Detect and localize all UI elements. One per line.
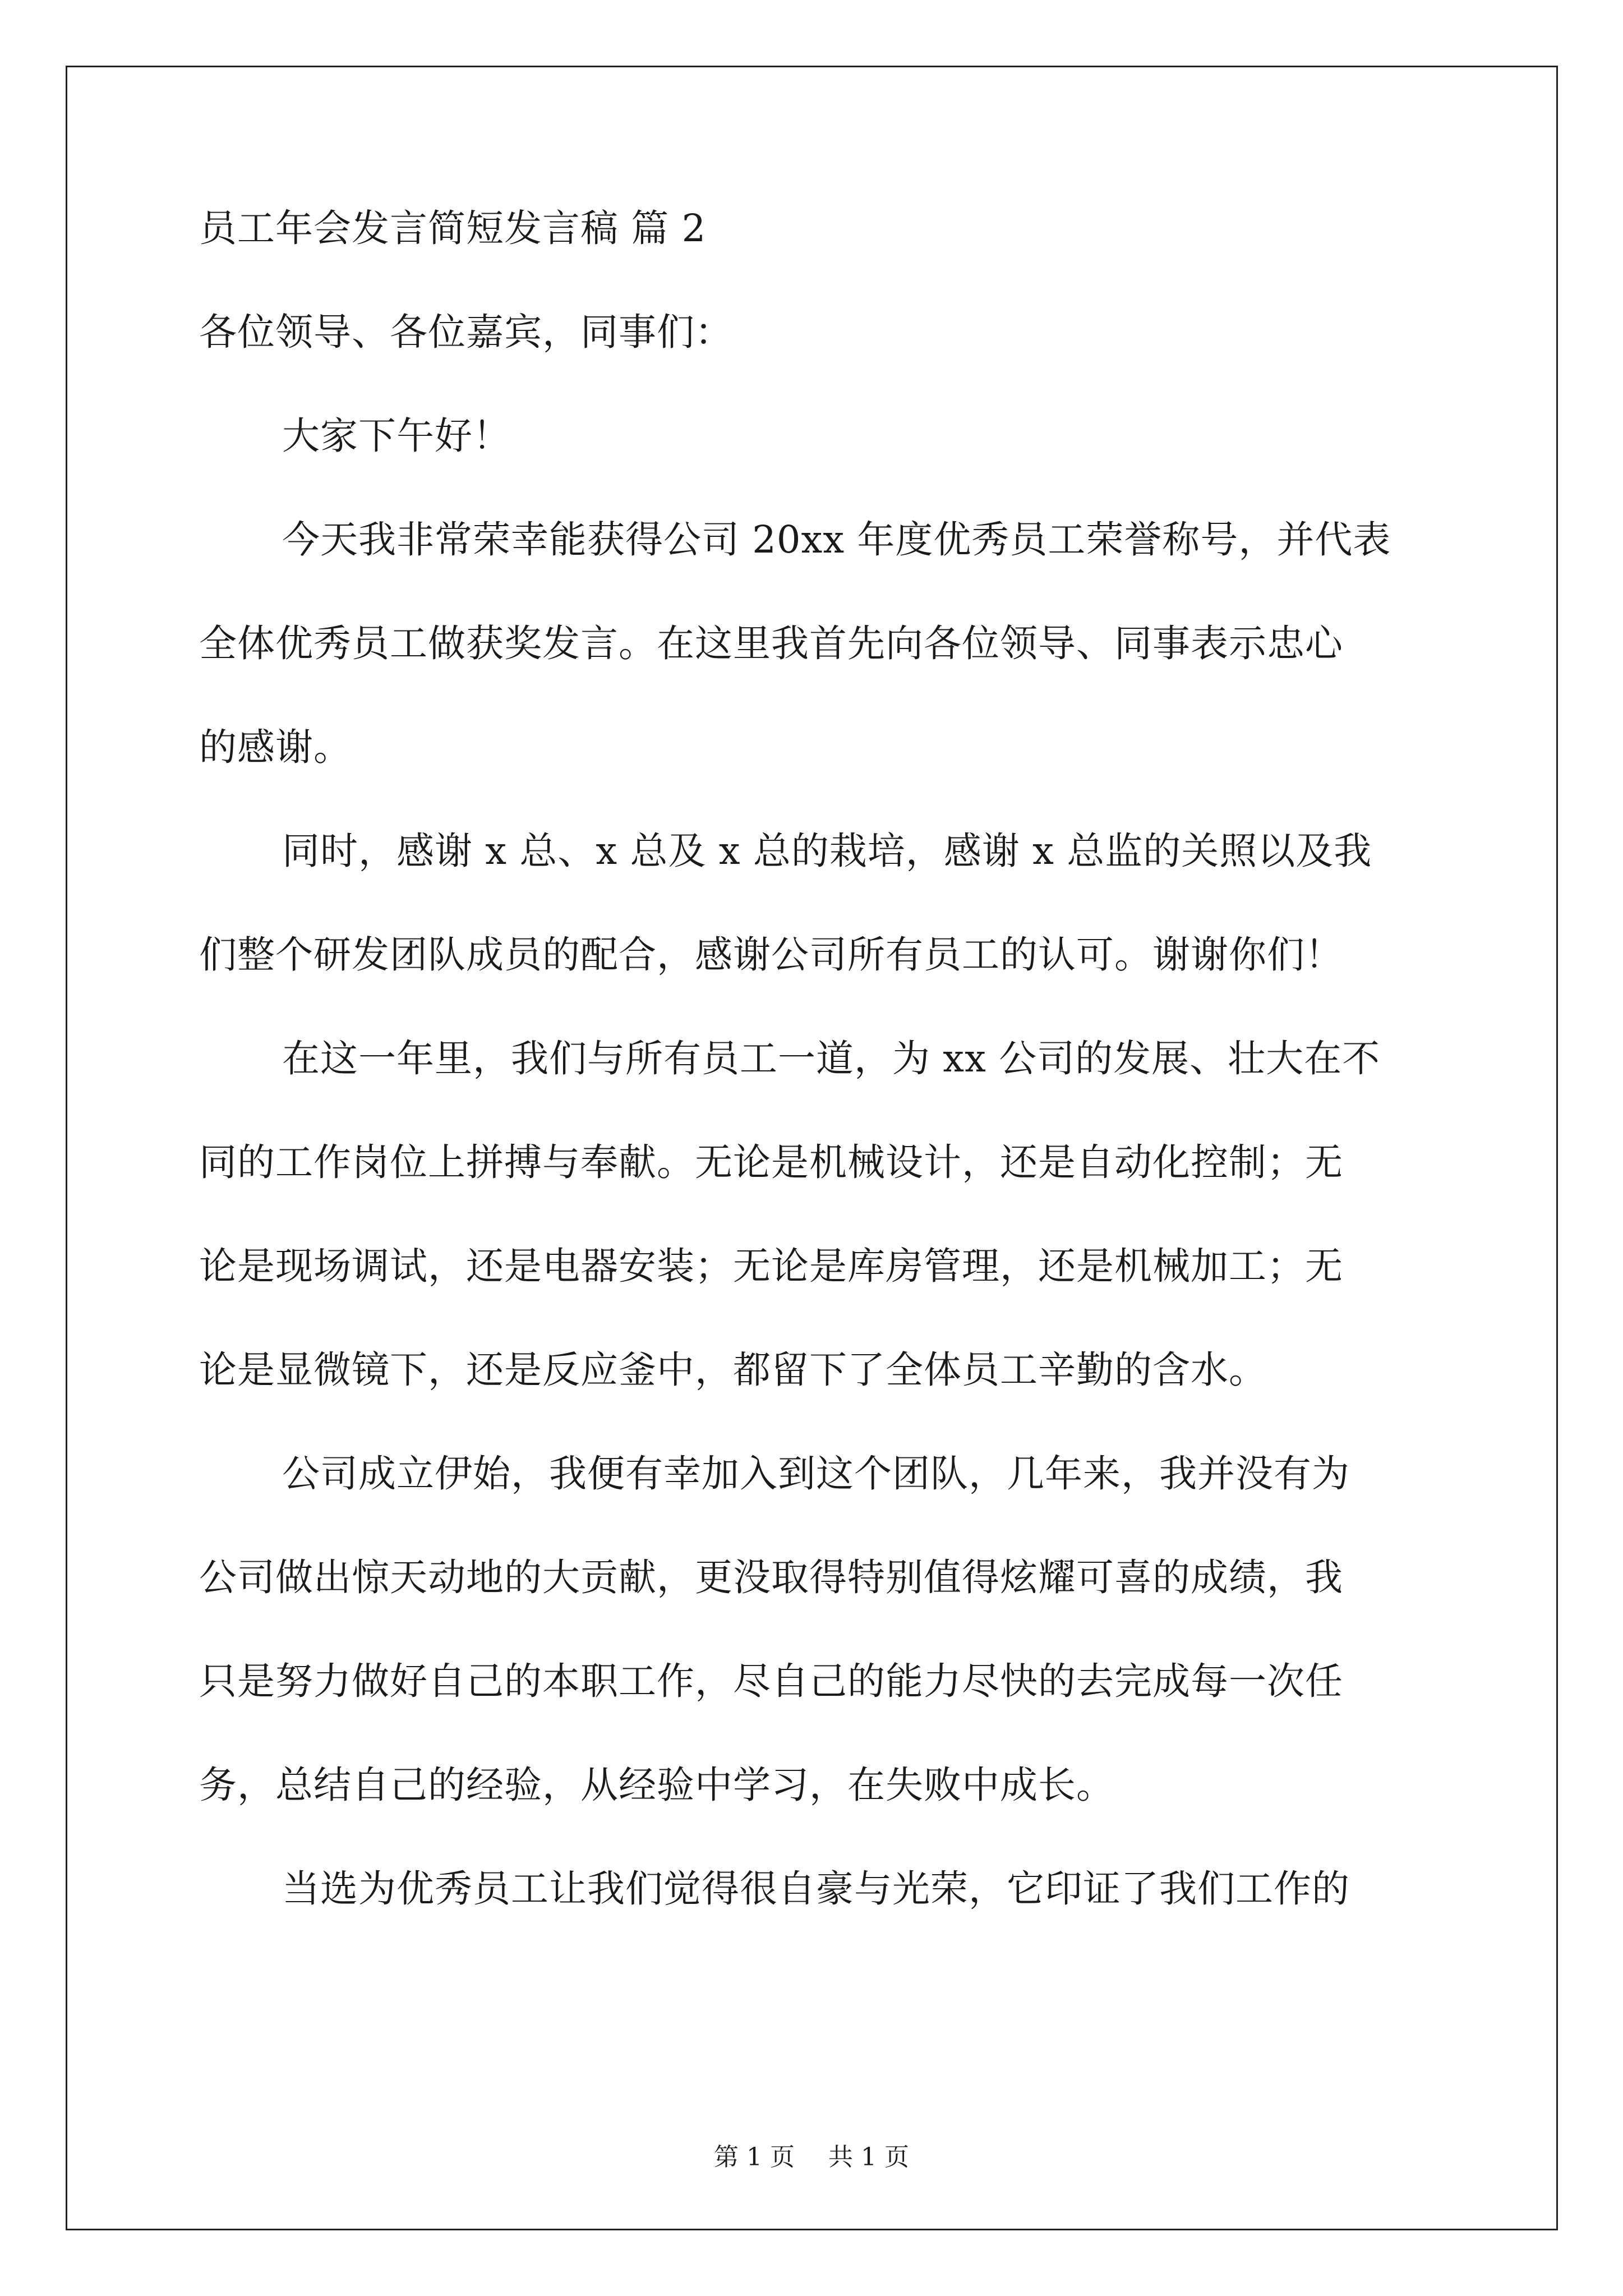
document-title: 员工年会发言简短发言稿 篇 2: [199, 206, 707, 250]
paragraph-line: 论是显微镜下，还是反应釜中，都留下了全体员工辛勤的含水。: [199, 1348, 1267, 1392]
page-number: 第 1 页: [714, 2143, 795, 2171]
document-body: [199, 202, 1430, 1915]
paragraph-line: 论是现场调试，还是电器安装；无论是库房管理，还是机械加工；无: [199, 1244, 1343, 1288]
paragraph-line: 今天我非常荣幸能获得公司 20xx 年度优秀员工荣誉称号，并代表: [282, 518, 1391, 562]
paragraph-1: [199, 513, 1430, 774]
paragraph-line: 们整个研发团队成员的配合，感谢公司所有员工的认可。谢谢你们！: [199, 933, 1343, 977]
paragraph-line: 同时，感谢 x 总、x 总及 x 总的栽培，感谢 x 总监的关照以及我: [282, 829, 1372, 873]
salutation: 各位领导、各位嘉宾，同事们：: [199, 310, 733, 354]
paragraph-line: 同的工作岗位上拼搏与奉献。无论是机械设计，还是自动化控制；无: [199, 1140, 1343, 1184]
page-footer: [0, 2143, 1623, 2172]
paragraph-line: 在这一年里，我们与所有员工一道，为 xx 公司的发展、壮大在不: [282, 1037, 1381, 1080]
paragraph-line: 公司成立伊始，我便有幸加入到这个团队，几年来，我并没有为: [282, 1452, 1350, 1496]
paragraph-line: 当选为优秀员工让我们觉得很自豪与光荣，它印证了我们工作的: [282, 1867, 1350, 1911]
paragraph-2: [199, 825, 1430, 981]
paragraph-line: 务，总结自己的经验，从经验中学习，在失败中成长。: [199, 1763, 1114, 1807]
page-total: 共 1 页: [828, 2143, 909, 2171]
paragraph-3: [199, 1032, 1430, 1396]
paragraph-line: 公司做出惊天动地的大贡献，更没取得特别值得炫耀可喜的成绩，我: [199, 1556, 1343, 1599]
paragraph-line: 的感谢。: [199, 725, 352, 769]
greeting: 大家下午好！: [282, 414, 511, 458]
paragraph-5: [199, 1862, 1430, 1915]
paragraph-line: 只是努力做好自己的本职工作，尽自己的能力尽快的去完成每一次任: [199, 1659, 1343, 1703]
paragraph-4: [199, 1447, 1430, 1811]
paragraph-line: 全体优秀员工做获奖发言。在这里我首先向各位领导、同事表示忠心: [199, 622, 1343, 665]
